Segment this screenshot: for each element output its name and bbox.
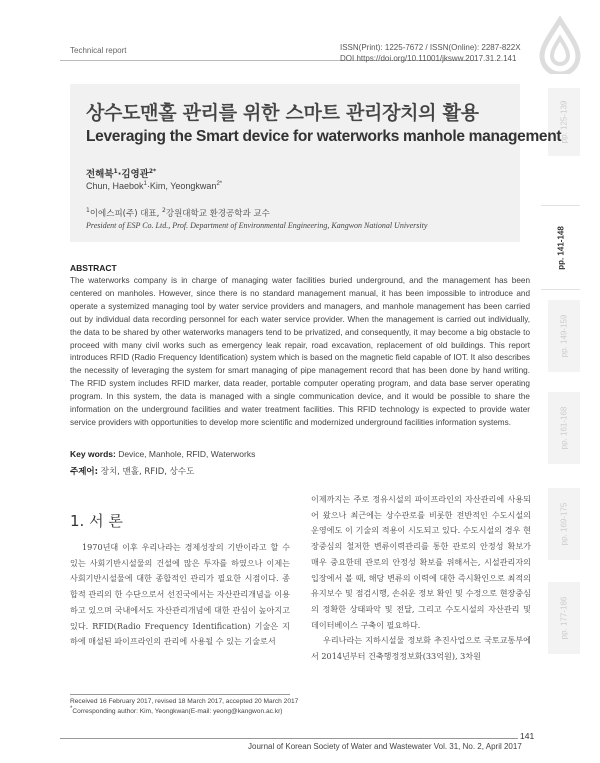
abstract-heading: ABSTRACT (70, 263, 117, 273)
body-column-right (311, 492, 531, 665)
title-english: Leveraging the Smart device for waterworks manhole management (86, 128, 562, 145)
footer-divider (60, 738, 530, 739)
paragraph: 우리나라는 지하시설물 정보화 추진사업으로 국토교통부에서 2014년부터 건축행정정보화(33억원), 3차원 (311, 635, 531, 662)
title-korean: 상수도맨홀 관리를 위한 스마트 관리장치의 활용 (86, 102, 479, 124)
keywords-korean: 주제어: 장치, 맨홀, RFID, 상수도 (70, 467, 195, 477)
affiliation-korean: $^1$이에스피(주) 대표, $^2$강원대학교 환경공학과 교수 (86, 207, 270, 219)
authors-korean: 전해북$^1$·김영관$^{2*}$ (86, 167, 157, 180)
side-tab-pp-177-186[interactable]: pp. 177-186 (548, 582, 580, 654)
keywords-english: Key words: Device, Manhole, RFID, Waterworks (70, 449, 256, 459)
paragraph: 이제까지는 주로 정유시설의 파이프라인의 자산관리에 사용되어 왔으나 최근에는 상수관로를 비롯한 전반적인 수도시설의 운영에도 이 기술의 적용이 시도되고 있다. 수도시설의 경우 현장중심의 철저한 변류이력관리를 통한 관로의 안정성 확보가 매우 중요한데 관로의 안정성 확보를 위해서는, 시설관리자의 입장에서 볼 때, 해당 변류의 이력에 대한 즉시확인으로 최적의 유지보수 및 점검시행, 손쉬운 정보 확인 및 수정으로 현장중심의 정확한 상태파악 및 전달, 그리고 수도시설의 자산관리 및 데이터베이스 구축이 필요하다. (311, 494, 531, 630)
footnote (70, 697, 298, 716)
affiliation-english: President of ESP Co. Ltd., Prof. Department of Environmental Engineering, Kangwon National University (86, 221, 428, 230)
report-type-label: Technical report (70, 46, 127, 55)
journal-citation: Journal of Korean Society of Water and Wastewater Vol. 31, No. 2, April 2017 (248, 742, 522, 751)
corresponding-author: *Corresponding author: Kim, Yeongkwan(E-mail: yeong@kangwon.ac.kr) (70, 705, 283, 715)
paragraph: 1970년대 이후 우리나라는 경제성장의 기반이라고 할 수 있는 사회기반시설물의 건설에 많은 투자를 하였으나 이제는 사회기반시설물에 대한 종합적인 관리가 필요한 시점이다. 종합적 관리의 한 수단으로서 선진국에서는 자산관리개념을 이용하고 있으며 국내에서도 자산관리개념에 대한 관심이 높아지고 있다. RFID(Radio Frequency Identification) 기술은 지하에 매설된 파이프라인의 관리에 사용될 수 있는 기술로서 (70, 542, 290, 647)
footnote-divider (70, 694, 290, 695)
received-dates: Received 16 February 2017, revised 18 March 2017, accepted 20 March 2017 (70, 698, 299, 705)
authors-english: Chun, Haebok$^1$·Kim, Yeongkwan$^{2*}$ (86, 181, 223, 191)
issn-doi-block (340, 42, 521, 64)
side-tab-pp-125-139[interactable]: pp. 125-139 (548, 88, 580, 156)
issn-text: ISSN(Print): 1225-7672 / ISSN(Online): 2287-822X (340, 43, 521, 52)
page-number: 141 (520, 731, 535, 741)
doi-link[interactable]: DOI https://doi.org/10.11001/jksww.2017.31.2.141 (340, 54, 517, 63)
section-title-introduction: 1. 서 론 (70, 512, 123, 530)
side-tab-pp-149-159[interactable]: pp. 149-159 (548, 300, 580, 372)
abstract-text: The waterworks company is in charge of managing water facilities buried underground, and the management has been centered on manholes. However, since there is no standard management manual, it has been impossible to introduce and operate a systemized managing tool by water service providers and managers, and manhole management has been carried out by individual data recording personnel for each water service provider. When the management is carried out individually, the data to be shared by other waterworks managers tend to be privatized, and consequently, it may become a big obstacle to proceed with many civil works such as emergency leak repair, road excavation, replacement of old buildings. This report introduces RFID (Radio Frequency Identification) system which is based on the magnetic field capable of IOT. It also describes the necessity of leveraging the system for smart managing of pipe management record that has been done by hand writing. The RFID system includes RFID marker, data reader, portable computer operating program, and data base server operating program. In this system, the data is managed with a single communication device, and it would be possible to share the information on the underground facilities and water treatment facilities. This RFID technology is expected to provide water service providers with opportunities to develop more scientific and modernized underground facilities information systems. (70, 276, 530, 427)
water-drop-logo-icon (536, 14, 584, 74)
side-tab-pp-169-175[interactable]: pp. 169-175 (548, 488, 580, 560)
side-tab-pp-141-148[interactable]: pp. 141-148 (541, 205, 580, 290)
body-column-left (70, 540, 290, 650)
side-tab-pp-161-168[interactable]: pp. 161-168 (548, 392, 580, 464)
